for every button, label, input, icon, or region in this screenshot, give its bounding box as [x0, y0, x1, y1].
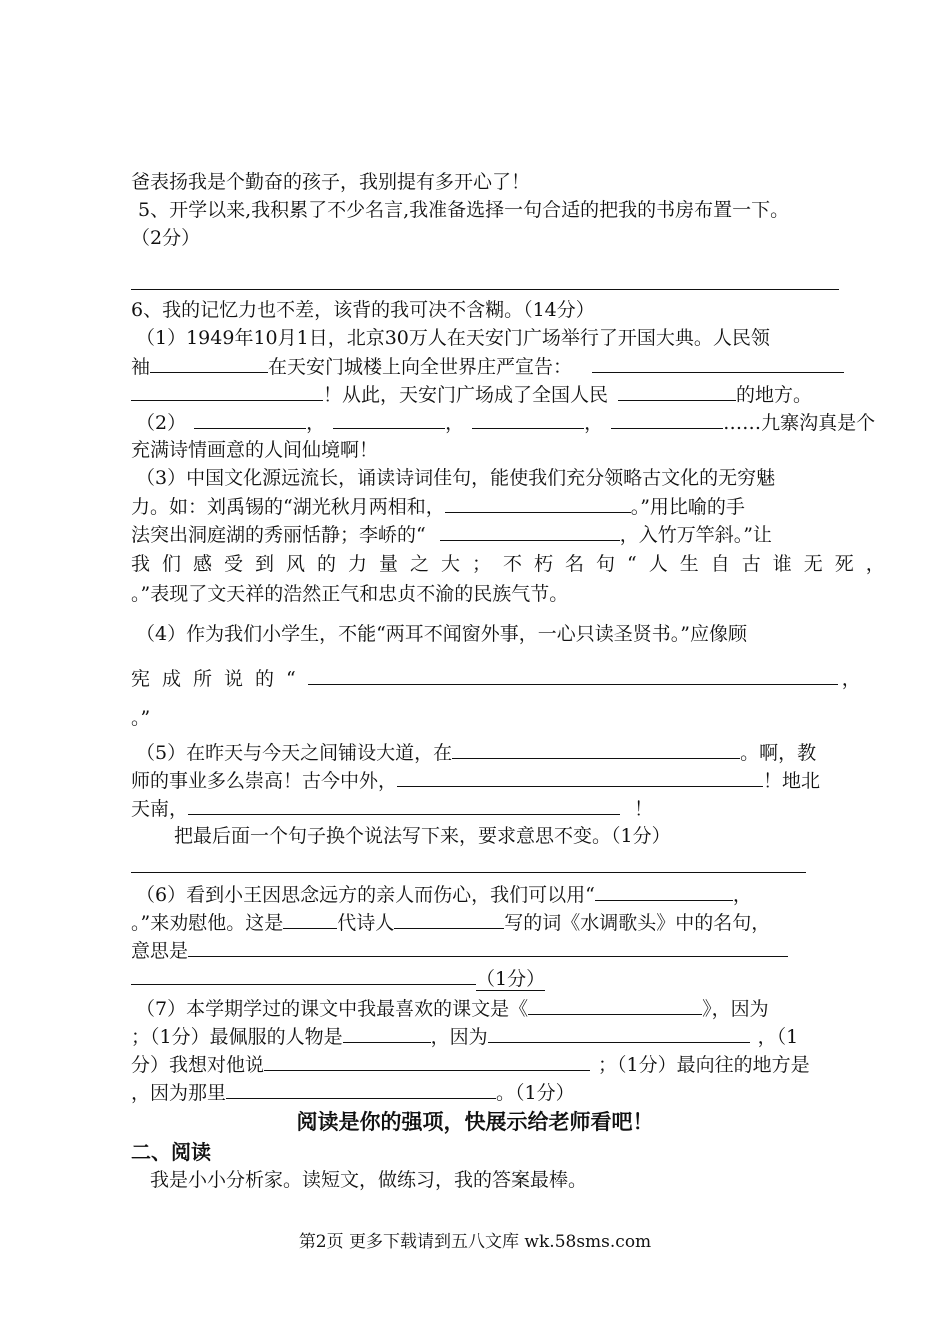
text: （5）在昨天与今天之间铺设大道，在 [136, 742, 453, 764]
text: 。（1分） [496, 1082, 575, 1104]
fill-blank[interactable] [194, 408, 306, 429]
text: 天南， [131, 798, 189, 820]
text: 把最后面一个句子换个说法写下来，要求意思不变。（1分） [174, 825, 671, 847]
text-line [136, 324, 770, 352]
text-line [131, 704, 150, 732]
fill-blank[interactable] [611, 408, 723, 429]
text: （7）本学期学过的课文中我最喜欢的课文是《 [136, 998, 529, 1020]
text: ！地北 [763, 770, 821, 792]
fill-blank[interactable] [264, 1050, 590, 1071]
text-line [131, 1022, 798, 1050]
fill-blank[interactable] [440, 520, 620, 541]
text-line [174, 822, 671, 850]
text-line [131, 380, 812, 408]
text: （2） [136, 412, 187, 434]
text-line [136, 408, 875, 436]
text-line [136, 880, 752, 908]
fill-blank[interactable] [595, 880, 733, 901]
text: 力。如：刘禹锡的“湖光秋月两相和， [131, 496, 445, 518]
text-line [136, 620, 747, 648]
page-footer: 第2页 更多下载请到五八文库 wk.58sms.com [298, 1232, 652, 1252]
fill-blank[interactable] [472, 408, 584, 429]
text-line [131, 520, 772, 548]
text: 我们感受到风的力量之大；不朽名句“人生自古谁无死， [131, 553, 897, 575]
fill-blank[interactable] [308, 664, 838, 685]
text: 5、开学以来,我积累了不少名言,我准备选择一句合适的把我的书房布置一下。 [138, 199, 790, 221]
fill-blank[interactable] [150, 352, 268, 373]
text: ，入竹万竿斜。”让 [619, 524, 772, 546]
text: ， [584, 412, 604, 434]
text: ；（1分）最佩服的人物是 [131, 1026, 343, 1048]
text-line [131, 352, 844, 380]
score-label: （2分） [131, 227, 201, 249]
fill-blank[interactable] [592, 352, 844, 373]
fill-blank[interactable] [226, 1078, 496, 1099]
text-line [136, 994, 769, 1022]
question-5-text [138, 196, 789, 224]
text: 6、我的记忆力也不差，该背的我可决不含糊。（14分） [131, 299, 595, 321]
fill-blank[interactable] [188, 936, 788, 957]
text: ……九寨沟真是个 [723, 412, 876, 434]
text: 宪成所说的“ [131, 668, 308, 690]
text-line [131, 168, 530, 196]
score-label: （1分） [476, 968, 546, 990]
text: 法突出洞庭湖的秀丽恬静；李峤的“ [131, 524, 426, 546]
fill-blank[interactable] [452, 738, 740, 759]
fill-blank[interactable] [397, 766, 763, 787]
text-line [131, 492, 745, 520]
text: ， [306, 412, 326, 434]
fill-blank[interactable] [445, 492, 631, 513]
text: ！从此，天安门广场成了全国人民 [323, 384, 609, 406]
fill-blank[interactable] [131, 964, 476, 985]
text-line [131, 664, 861, 692]
text: ！ [634, 798, 654, 820]
text-line [131, 964, 545, 992]
text: 爸表扬我是个勤奋的孩子，我别提有多开心了！ [131, 171, 531, 193]
text: ，因为那里 [131, 1082, 227, 1104]
text: ， [445, 412, 465, 434]
fill-blank[interactable] [283, 908, 337, 929]
fill-blank[interactable] [333, 408, 445, 429]
fill-blank[interactable] [343, 1022, 431, 1043]
reading-intro: 我是小小分析家。读短文，做练习，我的答案最棒。 [150, 1169, 588, 1191]
text: 。啊，教 [740, 742, 817, 764]
text: 在天安门城楼上向全世界庄严宣告： [268, 356, 573, 378]
text-line [131, 436, 378, 464]
text-line [131, 766, 820, 794]
fill-blank[interactable] [488, 1022, 750, 1043]
text-line [136, 738, 816, 766]
text: （6）看到小王因思念远方的亲人而伤心，我们可以用“ [136, 884, 595, 906]
text-line [131, 224, 200, 252]
text: 。”用比喻的手 [630, 496, 745, 518]
text: （3）中国文化源远流长，诵读诗词佳句，能使我们充分领略古文化的无穷魅 [136, 467, 776, 489]
text: 写的词《水调歌头》中的名句， [504, 912, 771, 934]
question-6-title [131, 296, 595, 324]
text-line [131, 1050, 810, 1078]
text-line [136, 464, 775, 492]
text: 的地方。 [736, 384, 813, 406]
text: ，因为 [430, 1026, 488, 1048]
text: ，（1 [757, 1026, 799, 1048]
text: （1）1949年10月1日，北京30万人在天安门广场举行了开国大典。人民领 [136, 327, 770, 349]
text: ；（1分）最向往的地方是 [598, 1054, 810, 1076]
text: 代诗人 [337, 912, 395, 934]
reading-headline: 阅读是你的强项，快展示给老师看吧！ [296, 1109, 654, 1134]
fill-blank[interactable] [394, 908, 504, 929]
text: ， [841, 668, 861, 690]
text-line [131, 550, 897, 578]
text: 师的事业多么崇高！古今中外， [131, 770, 398, 792]
text-line [131, 794, 653, 822]
fill-blank[interactable] [618, 380, 736, 401]
text: ， [732, 884, 752, 906]
text: 。”表现了文天祥的浩然正气和忠贞不渝的民族气节。 [131, 583, 569, 605]
text-line [131, 580, 568, 608]
answer-line[interactable] [131, 289, 839, 290]
text: 》，因为 [702, 998, 769, 1020]
text-line [131, 1078, 575, 1106]
answer-line[interactable] [131, 872, 806, 873]
text: 意思是 [131, 940, 189, 962]
text: （4）作为我们小学生，不能“两耳不闻窗外事，一心只读圣贤书。”应像顾 [136, 623, 748, 645]
text: 。”来劝慰他。这是 [131, 912, 284, 934]
section-title: 二、阅读 [131, 1140, 211, 1164]
text-line [131, 908, 770, 936]
text: 分）我想对他说 [131, 1054, 265, 1076]
fill-blank[interactable] [188, 794, 620, 815]
fill-blank[interactable] [528, 994, 702, 1015]
text-line [131, 936, 788, 964]
text: 充满诗情画意的人间仙境啊！ [131, 439, 379, 461]
text: 。” [131, 707, 151, 729]
fill-blank[interactable] [131, 380, 323, 401]
text: 袖 [131, 356, 151, 378]
